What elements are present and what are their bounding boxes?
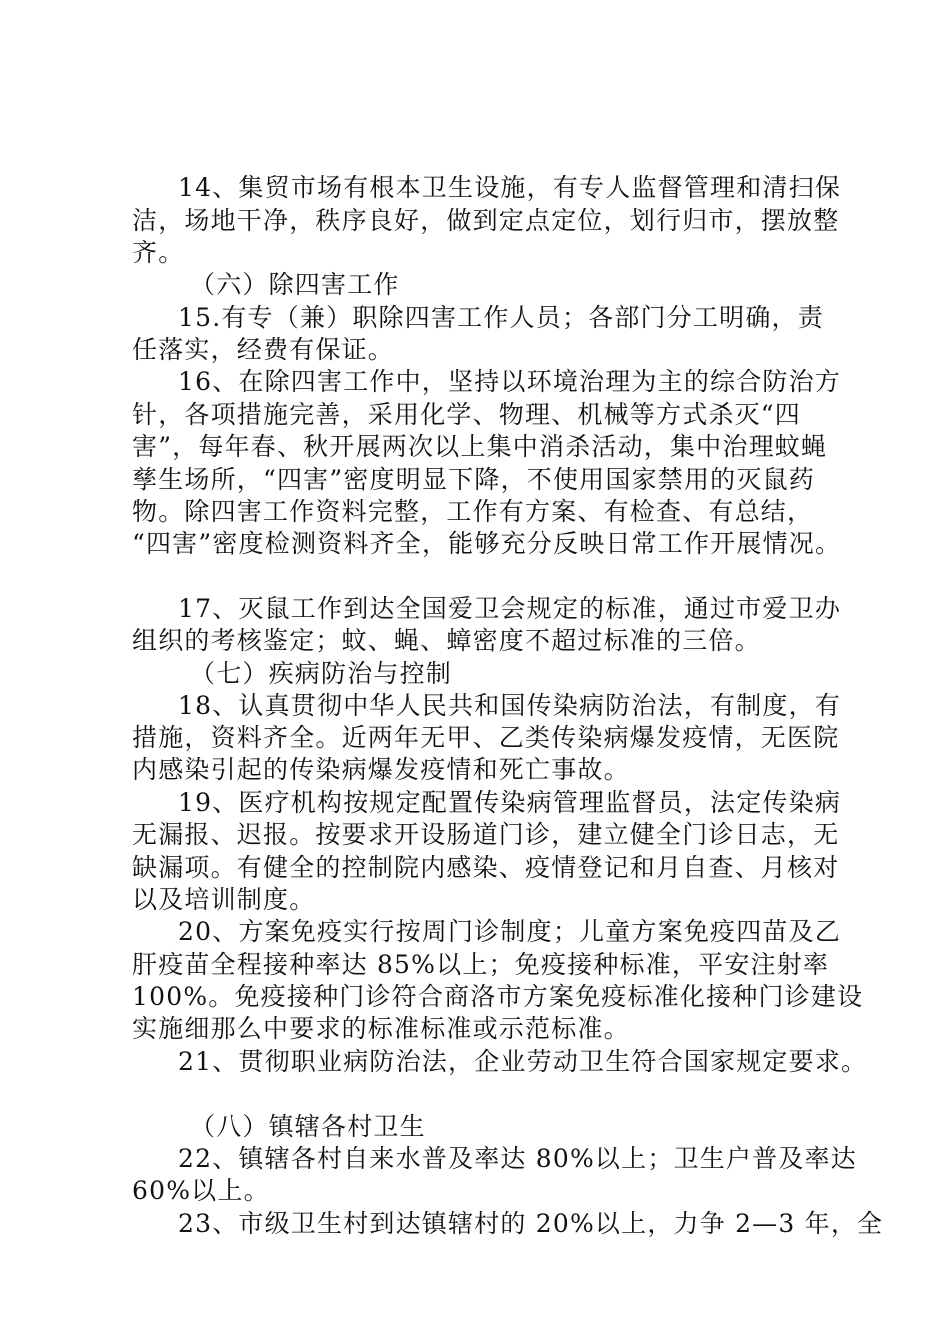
text-line: 23、市级卫生村到达镇辖村的 20%以上，力争 2—3 年，全: [178, 1209, 884, 1238]
text-line: 100%。免疫接种门诊符合商洛市方案免疫标准化接种门诊建设: [132, 982, 864, 1011]
text-line: 21、贯彻职业病防治法，企业劳动卫生符合国家规定要求。: [178, 1047, 868, 1076]
section-heading: （七）疾病防治与控制: [190, 659, 453, 688]
text-line: 针，各项措施完善，采用化学、物理、机械等方式杀灭“四: [132, 400, 801, 429]
text-line: 孳生场所，“四害”密度明显下降，不使用国家禁用的灭鼠药: [132, 465, 815, 494]
text-line: 16、在除四害工作中，坚持以环境治理为主的综合防治方: [178, 367, 842, 396]
text-line: 组织的考核鉴定；蚊、蝇、蟑密度不超过标准的三倍。: [132, 626, 761, 655]
text-line: 22、镇辖各村自来水普及率达 80%以上；卫生户普及率达: [178, 1144, 857, 1173]
text-line: 实施细那么中要求的标准标准或示范标准。: [132, 1014, 630, 1043]
text-line: 物。除四害工作资料完整，工作有方案、有检查、有总结，: [132, 497, 814, 526]
text-line: 18、认真贯彻中华人民共和国传染病防治法，有制度，有: [178, 691, 842, 720]
text-line: “四害”密度检测资料齐全，能够充分反映日常工作开展情况。: [132, 529, 842, 558]
text-line: 齐。: [132, 238, 185, 267]
text-line: 60%以上。: [132, 1176, 270, 1205]
text-line: 17、灭鼠工作到达全国爱卫会规定的标准，通过市爱卫办: [178, 594, 842, 623]
text-line: 害”，每年春、秋开展两次以上集中消杀活动，集中治理蚊蝇: [132, 432, 828, 461]
section-heading: （八）镇辖各村卫生: [190, 1112, 426, 1141]
text-line: 19、医疗机构按规定配置传染病管理监督员，法定传染病: [178, 788, 842, 817]
text-line: 任落实，经费有保证。: [132, 335, 395, 364]
text-line: 肝疫苗全程接种率达 85%以上；免疫接种标准，平安注射率: [132, 950, 830, 979]
text-line: 15.有专（兼）职除四害工作人员；各部门分工明确，责: [178, 303, 824, 332]
text-line: 措施，资料齐全。近两年无甲、乙类传染病爆发疫情，无医院: [132, 723, 840, 752]
text-line: 无漏报、迟报。按要求开设肠道门诊，建立健全门诊日志，无: [132, 820, 840, 849]
text-line: 洁，场地干净，秩序良好，做到定点定位，划行归市，摆放整: [132, 206, 840, 235]
text-line: 缺漏项。有健全的控制院内感染、疫情登记和月自查、月核对: [132, 853, 840, 882]
text-line: 内感染引起的传染病爆发疫情和死亡事故。: [132, 755, 630, 784]
text-line: 14、集贸市场有根本卫生设施，有专人监督管理和清扫保: [178, 173, 842, 202]
text-line: 以及培训制度。: [132, 885, 316, 914]
text-line: 20、方案免疫实行按周门诊制度；儿童方案免疫四苗及乙: [178, 917, 842, 946]
section-heading: （六）除四害工作: [190, 270, 400, 299]
